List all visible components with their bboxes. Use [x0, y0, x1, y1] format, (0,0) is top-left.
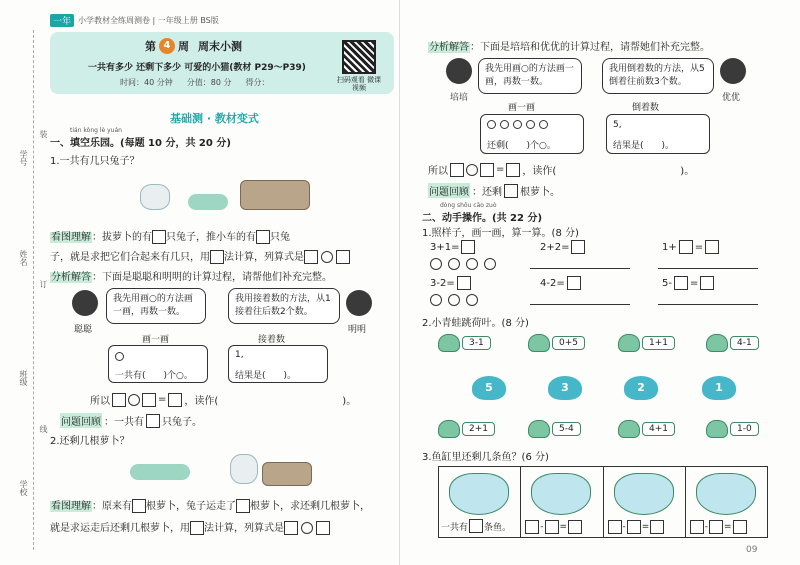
- frog-tag: 2+1: [462, 422, 495, 436]
- frog-icon: [618, 420, 640, 438]
- circle-icon: [539, 120, 548, 129]
- frog-icon: [706, 420, 728, 438]
- circle-icon: [115, 352, 124, 361]
- look2-d: 就是求运走后还剩几根萝卜，用: [50, 523, 190, 534]
- margin-bind-3: 线: [39, 425, 48, 433]
- frog-tag: 4+1: [642, 422, 675, 436]
- q1-look-paragraph: [50, 228, 390, 268]
- frog-icon: [618, 334, 640, 352]
- frog-icon: [706, 334, 728, 352]
- answer-box[interactable]: [733, 520, 747, 534]
- draw-card: [108, 345, 208, 383]
- circle-icon: [513, 120, 522, 129]
- frog-bottom-4[interactable]: [706, 420, 759, 438]
- look-text-a: ：拔萝卜的有: [92, 232, 152, 243]
- eq-6: 5- =: [662, 276, 714, 290]
- answer-box[interactable]: [304, 250, 318, 264]
- frog-bottom-2[interactable]: [528, 420, 581, 438]
- frog-top-3[interactable]: [618, 334, 675, 352]
- answer-box[interactable]: [112, 393, 126, 407]
- fish-total-line: [441, 519, 511, 533]
- mingming-avatar: [346, 290, 372, 316]
- frog-bottom-3[interactable]: [618, 420, 675, 438]
- q2-title: 二、动手操作。(共 22 分): [422, 213, 543, 224]
- answer-box[interactable]: [480, 163, 494, 177]
- q2-3-title: 3.鱼缸里还剩几条鱼？(6 分): [422, 452, 549, 463]
- youyou-avatar: [720, 58, 746, 84]
- answer-box[interactable]: [525, 520, 539, 534]
- frog-tag: 5-4: [552, 422, 581, 436]
- frog-tag: 0+5: [552, 336, 585, 350]
- draw-title: 画一画: [142, 335, 170, 345]
- review-label: 问题回顾: [60, 413, 102, 428]
- answer-box[interactable]: [236, 499, 250, 513]
- title-block: [50, 32, 394, 94]
- youyou-name: 优优: [722, 93, 741, 103]
- peipei-avatar: [446, 58, 472, 84]
- frog-bottom-1[interactable]: [438, 420, 495, 438]
- eq-2: [540, 240, 585, 254]
- answer-box[interactable]: [146, 414, 160, 428]
- read-end: )。: [680, 166, 695, 177]
- right-review: [428, 183, 560, 198]
- fishbowl-cell-4: [686, 467, 767, 537]
- eq-5: [540, 276, 581, 290]
- score-label: 分值：80 分: [186, 78, 232, 87]
- test-subtitle: 一共有多少 还剩下多少 可爱的小猫(教材 P29～P39): [88, 63, 306, 73]
- frog-icon: [528, 334, 550, 352]
- eq-text: 3-2=: [430, 277, 455, 289]
- pinyin-q2: dòng shǒu cāo zuò: [440, 202, 497, 209]
- margin-label-student-id: 学号: [19, 150, 28, 166]
- draw-line[interactable]: [658, 304, 758, 305]
- answer-box[interactable]: [571, 240, 585, 254]
- read-text: ，读作(: [184, 396, 219, 407]
- circle-icon: [487, 120, 496, 129]
- look-label: 看图理解: [51, 501, 91, 512]
- margin-label-name: 姓名: [19, 250, 28, 266]
- draw-card-text: 一共有( )个○。: [115, 371, 193, 381]
- series-header: [50, 14, 219, 27]
- q2-look-paragraph: [50, 496, 390, 540]
- congcong-avatar: [72, 290, 98, 316]
- peipei-name: 培培: [450, 93, 469, 103]
- crossed-circle-icon: [448, 294, 460, 306]
- count-card-start: 5,: [613, 120, 622, 130]
- analysis-label: 分析解答: [429, 42, 469, 53]
- review-text: ：还剩: [472, 187, 502, 198]
- answer-box[interactable]: [469, 519, 483, 533]
- section-title: 基础测 · 教材变式: [170, 112, 259, 125]
- answer-box[interactable]: [132, 499, 146, 513]
- frog-top-2[interactable]: [528, 334, 585, 352]
- youyou-bubble: 我用倒着数的方法，从5倒着往前数3个数。: [602, 58, 714, 94]
- read-text: ，读作(: [522, 166, 557, 177]
- q1-1-title: 1.一共有几只兔子？: [50, 156, 140, 167]
- right-analysis: [428, 38, 710, 53]
- look-text-c: 只兔: [270, 232, 290, 243]
- fishbowl-net-icon: [696, 473, 756, 515]
- analysis-text: ：下面是培培和优优的计算过程，请帮她们补充完整。: [470, 42, 710, 53]
- answer-box[interactable]: [142, 393, 156, 407]
- count-card-result: 结果是( )。: [235, 371, 297, 381]
- right-page: [400, 0, 800, 565]
- circle-icon: [526, 120, 535, 129]
- week-suffix: 周: [178, 40, 189, 53]
- answer-box[interactable]: [709, 520, 723, 534]
- fishbowl-cell-1: [439, 467, 521, 537]
- look2-b: 根萝卜，兔子运走了: [146, 501, 236, 512]
- look2-a: ：原来有: [92, 501, 132, 512]
- test-title: 周末小测: [198, 40, 242, 53]
- lotus-leaf-5[interactable]: 5: [472, 376, 506, 400]
- answer-box[interactable]: [190, 521, 204, 535]
- q2-2-title: 2.小青蛙跳荷叶。(8 分): [422, 318, 529, 329]
- fishbowl-panel: [438, 466, 768, 538]
- review-text: ：一共有: [104, 417, 144, 428]
- lotus-leaf-2[interactable]: 2: [624, 376, 658, 400]
- answer-box[interactable]: [690, 520, 704, 534]
- answer-box[interactable]: [284, 521, 298, 535]
- mingming-name: 明明: [348, 325, 367, 335]
- eq-4: [430, 276, 471, 290]
- fish-eq-3: - =: [608, 520, 665, 534]
- margin-bind-1: 装: [39, 130, 48, 138]
- answer-box[interactable]: [568, 520, 582, 534]
- draw-card-text: 还剩( )个○。: [487, 141, 556, 151]
- answer-box[interactable]: [567, 276, 581, 290]
- so-text: 所以: [90, 396, 110, 407]
- week-number: 4: [159, 38, 175, 54]
- congcong-name: 聪聪: [74, 325, 93, 335]
- read-end: )。: [342, 396, 357, 407]
- eq-text: 1+: [662, 241, 677, 253]
- look-text-b: 只兔子，推小车的有: [166, 232, 256, 243]
- count-title: 接着数: [258, 335, 286, 345]
- review-end: 根萝卜。: [520, 187, 560, 198]
- example-circles: [430, 258, 496, 270]
- rabbit-icon: [140, 184, 170, 210]
- margin-label-school: 学校: [19, 480, 28, 496]
- fishbowl-net-icon: [531, 473, 591, 515]
- lotus-leaf-3[interactable]: 3: [548, 376, 582, 400]
- qr-code-icon[interactable]: [342, 40, 376, 74]
- count-card-result: 结果是( )。: [613, 141, 675, 151]
- carrots-icon: [188, 194, 228, 210]
- page-number: 09: [746, 545, 758, 555]
- look2-e: 法计算，列算式是: [204, 523, 284, 534]
- got-label: 得分：: [245, 78, 270, 87]
- so-text: 所以: [428, 166, 448, 177]
- crossed-circle-icon: [430, 294, 442, 306]
- pinyin-q1: tián kòng lè yuán: [70, 127, 122, 134]
- margin-bind-2: 订: [39, 280, 48, 288]
- answer-box[interactable]: [256, 230, 270, 244]
- cart-icon: [262, 462, 312, 486]
- q1-title: 一、填空乐园。(每题 10 分，共 20 分): [50, 138, 231, 149]
- frog-top-4[interactable]: [706, 334, 759, 352]
- answer-circle[interactable]: [466, 164, 478, 176]
- answer-box[interactable]: [152, 230, 166, 244]
- review-label: 问题回顾: [428, 183, 470, 198]
- answer-box[interactable]: [627, 520, 641, 534]
- binding-line: [33, 30, 34, 550]
- peipei-bubble: 我先用画○的方法画一画，再数一数。: [478, 58, 582, 94]
- draw-line[interactable]: [658, 268, 758, 269]
- rabbits-picture: [140, 170, 320, 216]
- analysis-label: 分析解答: [51, 272, 91, 283]
- eq-text: 4-2=: [540, 277, 565, 289]
- margin-label-class: 班级: [19, 370, 28, 386]
- mingming-bubble: 我用接着数的方法，从1接着往后数2个数。: [228, 288, 340, 324]
- frog-icon: [438, 420, 460, 438]
- q1-review: [60, 413, 202, 428]
- count-card: [606, 114, 710, 154]
- eq-1: [430, 240, 475, 254]
- fish-total-text: 一共有: [441, 522, 469, 533]
- draw-line[interactable]: [530, 268, 630, 269]
- fish-eq-4: - =: [690, 520, 747, 534]
- fishbowl-cell-2: [521, 467, 603, 537]
- answer-circle[interactable]: [128, 394, 140, 406]
- series-title: 小学教材全练周测卷 | 一年级上册 BS版: [78, 16, 219, 25]
- look-label: 看图理解: [51, 232, 91, 243]
- frog-tag: 3-1: [462, 336, 491, 350]
- answer-box[interactable]: [450, 163, 464, 177]
- analysis-text: ：下面是聪聪和明明的计算过程，请帮他们补充完整。: [92, 272, 332, 283]
- answer-box[interactable]: [504, 184, 518, 198]
- eq-text: 3+1=: [430, 241, 460, 253]
- grade-badge: 一年: [50, 14, 74, 27]
- draw-card: [480, 114, 584, 154]
- frog-icon: [528, 420, 550, 438]
- look2-c: 根萝卜，求还剩几根萝卜，: [250, 501, 370, 512]
- eq-text: 2+2=: [540, 241, 570, 253]
- fishbowl-net-icon: [614, 473, 674, 515]
- lotus-leaf-1[interactable]: 1: [702, 376, 736, 400]
- q1-analysis: [50, 268, 332, 283]
- frog-tag: 4-1: [730, 336, 759, 350]
- week-title: [145, 38, 242, 54]
- answer-circle[interactable]: [301, 522, 313, 534]
- q1-equation-line: 所以 = ，读作( )。: [90, 394, 357, 407]
- answer-box[interactable]: [700, 276, 714, 290]
- q2-1-title: 1.照样子，画一画，算一算。(8 分): [422, 228, 579, 239]
- answer-box[interactable]: [679, 240, 693, 254]
- answer-box[interactable]: [545, 520, 559, 534]
- answer-box[interactable]: [506, 163, 520, 177]
- answer-box[interactable]: [336, 250, 350, 264]
- time-label: 时间：40 分钟: [120, 78, 173, 87]
- example-crossed-circles: [430, 294, 478, 306]
- fish-unit-text: 条鱼。: [484, 522, 512, 533]
- circle-icon: [430, 258, 442, 270]
- answer-box[interactable]: [461, 240, 475, 254]
- answer-box[interactable]: [674, 276, 688, 290]
- circle-icon: [500, 120, 509, 129]
- draw-line[interactable]: [530, 304, 630, 305]
- circles-row: [487, 120, 548, 129]
- answer-box[interactable]: [608, 520, 622, 534]
- draw-title: 画一画: [508, 103, 536, 113]
- right-equation-line: 所以 = ，读作( )。: [428, 164, 695, 177]
- fishbowl-icon: [449, 473, 509, 515]
- answer-box[interactable]: [457, 276, 471, 290]
- carrots-picture: [130, 450, 320, 490]
- circle-icon: [484, 258, 496, 270]
- circle-icon: [466, 294, 478, 306]
- answer-box[interactable]: [650, 520, 664, 534]
- count-card: [228, 345, 328, 383]
- answer-circle[interactable]: [321, 251, 333, 263]
- fish-eq-2: - =: [525, 520, 582, 534]
- circle-icon: [466, 258, 478, 270]
- look-text-e: 法计算，列算式是: [224, 252, 304, 263]
- fishbowl-cell-3: [604, 467, 686, 537]
- carrots-icon: [130, 464, 190, 480]
- review-end: 只兔子。: [162, 417, 202, 428]
- week-prefix: 第: [145, 40, 156, 53]
- look-text-d: 子，就是求把它们合起来有几只，用: [50, 252, 210, 263]
- answer-box[interactable]: [316, 521, 330, 535]
- congcong-bubble: 我先用画○的方法画一画，再数一数。: [106, 288, 206, 324]
- frog-tag: 1-0: [730, 422, 759, 436]
- eq-3: 1+ =: [662, 240, 719, 254]
- test-meta: [120, 77, 269, 88]
- cart-icon: [240, 180, 310, 210]
- frog-icon: [438, 334, 460, 352]
- answer-box[interactable]: [210, 250, 224, 264]
- circle-icon: [448, 258, 460, 270]
- eq-text: 5-: [662, 277, 672, 289]
- q1-2-title: 2.还剩几根萝卜？: [50, 436, 130, 447]
- count-card-start: 1,: [235, 350, 244, 360]
- answer-box[interactable]: [705, 240, 719, 254]
- frog-tag: 1+1: [642, 336, 675, 350]
- answer-box[interactable]: [168, 393, 182, 407]
- frog-top-1[interactable]: [438, 334, 491, 352]
- rabbit-icon: [230, 454, 258, 484]
- qr-caption: 扫码观看 微课视频: [336, 76, 382, 92]
- count-title: 倒着数: [632, 103, 660, 113]
